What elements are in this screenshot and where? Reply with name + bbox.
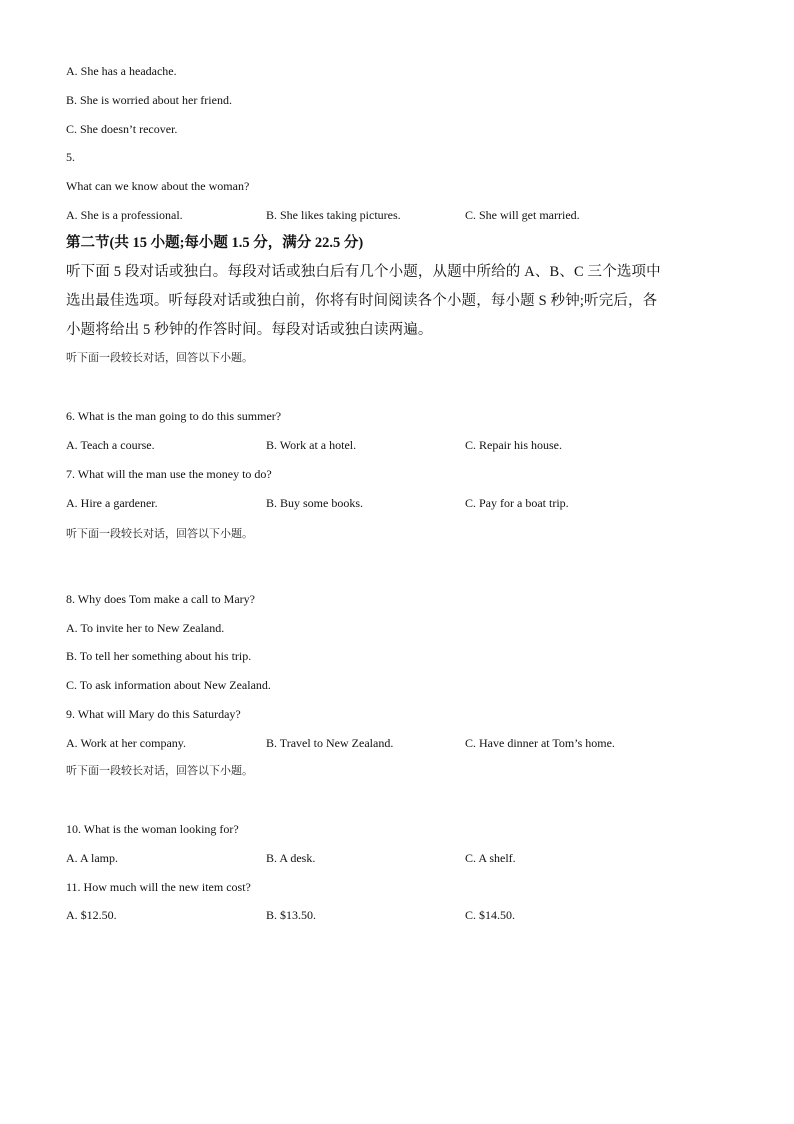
q7-option-a: A. Hire a gardener.: [66, 496, 158, 510]
q10-question: 10. What is the woman looking for?: [66, 822, 239, 836]
group3-note: 听下面一段较长对话，回答以下小题。: [66, 765, 253, 777]
q11-option-b: B. $13.50.: [266, 908, 317, 922]
q7-question: 7. What will the man use the money to do?: [66, 467, 272, 481]
q8-option-c: C. To ask information about New Zealand.: [66, 678, 271, 692]
q5-question: What can we know about the woman?: [66, 179, 250, 193]
group1-note: 听下面一段较长对话，回答以下小题。: [66, 352, 253, 364]
q9-option-b: B. Travel to New Zealand.: [266, 736, 394, 750]
q7-option-b: B. Buy some books.: [266, 496, 364, 510]
q4-option-a: A. She has a headache.: [66, 64, 177, 78]
q11-option-c: C. $14.50.: [465, 908, 516, 922]
q10-option-c: C. A shelf.: [465, 851, 516, 865]
q4-option-b: B. She is worried about her friend.: [66, 93, 232, 107]
q8-question: 8. Why does Tom make a call to Mary?: [66, 592, 255, 606]
section2-instruction-line-2: 选出最佳选项。听每段对话或独白前，你将有时间阅读各个小题，每小题 S 秒钟;听完后，各: [66, 293, 658, 309]
q10-option-b: B. A desk.: [266, 851, 316, 865]
q6-question: 6. What is the man going to do this summer?: [66, 409, 282, 423]
group2-note: 听下面一段较长对话，回答以下小题。: [66, 528, 253, 540]
q5-option-c: C. She will get married.: [465, 208, 580, 222]
q9-option-c: C. Have dinner at Tom’s home.: [465, 736, 615, 750]
q7-option-c: C. Pay for a boat trip.: [465, 496, 569, 510]
q11-question: 11. How much will the new item cost?: [66, 880, 251, 894]
q11-option-a: A. $12.50.: [66, 908, 117, 922]
q8-option-a: A. To invite her to New Zealand.: [66, 621, 225, 635]
section2-instruction-line-1: 听下面 5 段对话或独白。每段对话或独白后有几个小题，从题中所给的 A、B、C 三个选项中: [66, 264, 661, 280]
section2-title: 第二节(共 15 小题;每小题 1.5 分，满分 22.5 分): [66, 235, 364, 251]
q5-option-b: B. She likes taking pictures.: [266, 208, 401, 222]
q5-option-a: A. She is a professional.: [66, 208, 183, 222]
q10-option-a: A. A lamp.: [66, 851, 119, 865]
q9-question: 9. What will Mary do this Saturday?: [66, 707, 241, 721]
q6-option-a: A. Teach a course.: [66, 438, 155, 452]
q9-option-a: A. Work at her company.: [66, 736, 186, 750]
q8-option-b: B. To tell her something about his trip.: [66, 649, 252, 663]
q6-option-c: C. Repair his house.: [465, 438, 562, 452]
q4-option-c: C. She doesn’t recover.: [66, 122, 178, 136]
q5-number: 5.: [66, 150, 75, 164]
section2-instruction-line-3: 小题将给出 5 秒钟的作答时间。每段对话或独白读两遍。: [66, 322, 433, 338]
q6-option-b: B. Work at a hotel.: [266, 438, 357, 452]
